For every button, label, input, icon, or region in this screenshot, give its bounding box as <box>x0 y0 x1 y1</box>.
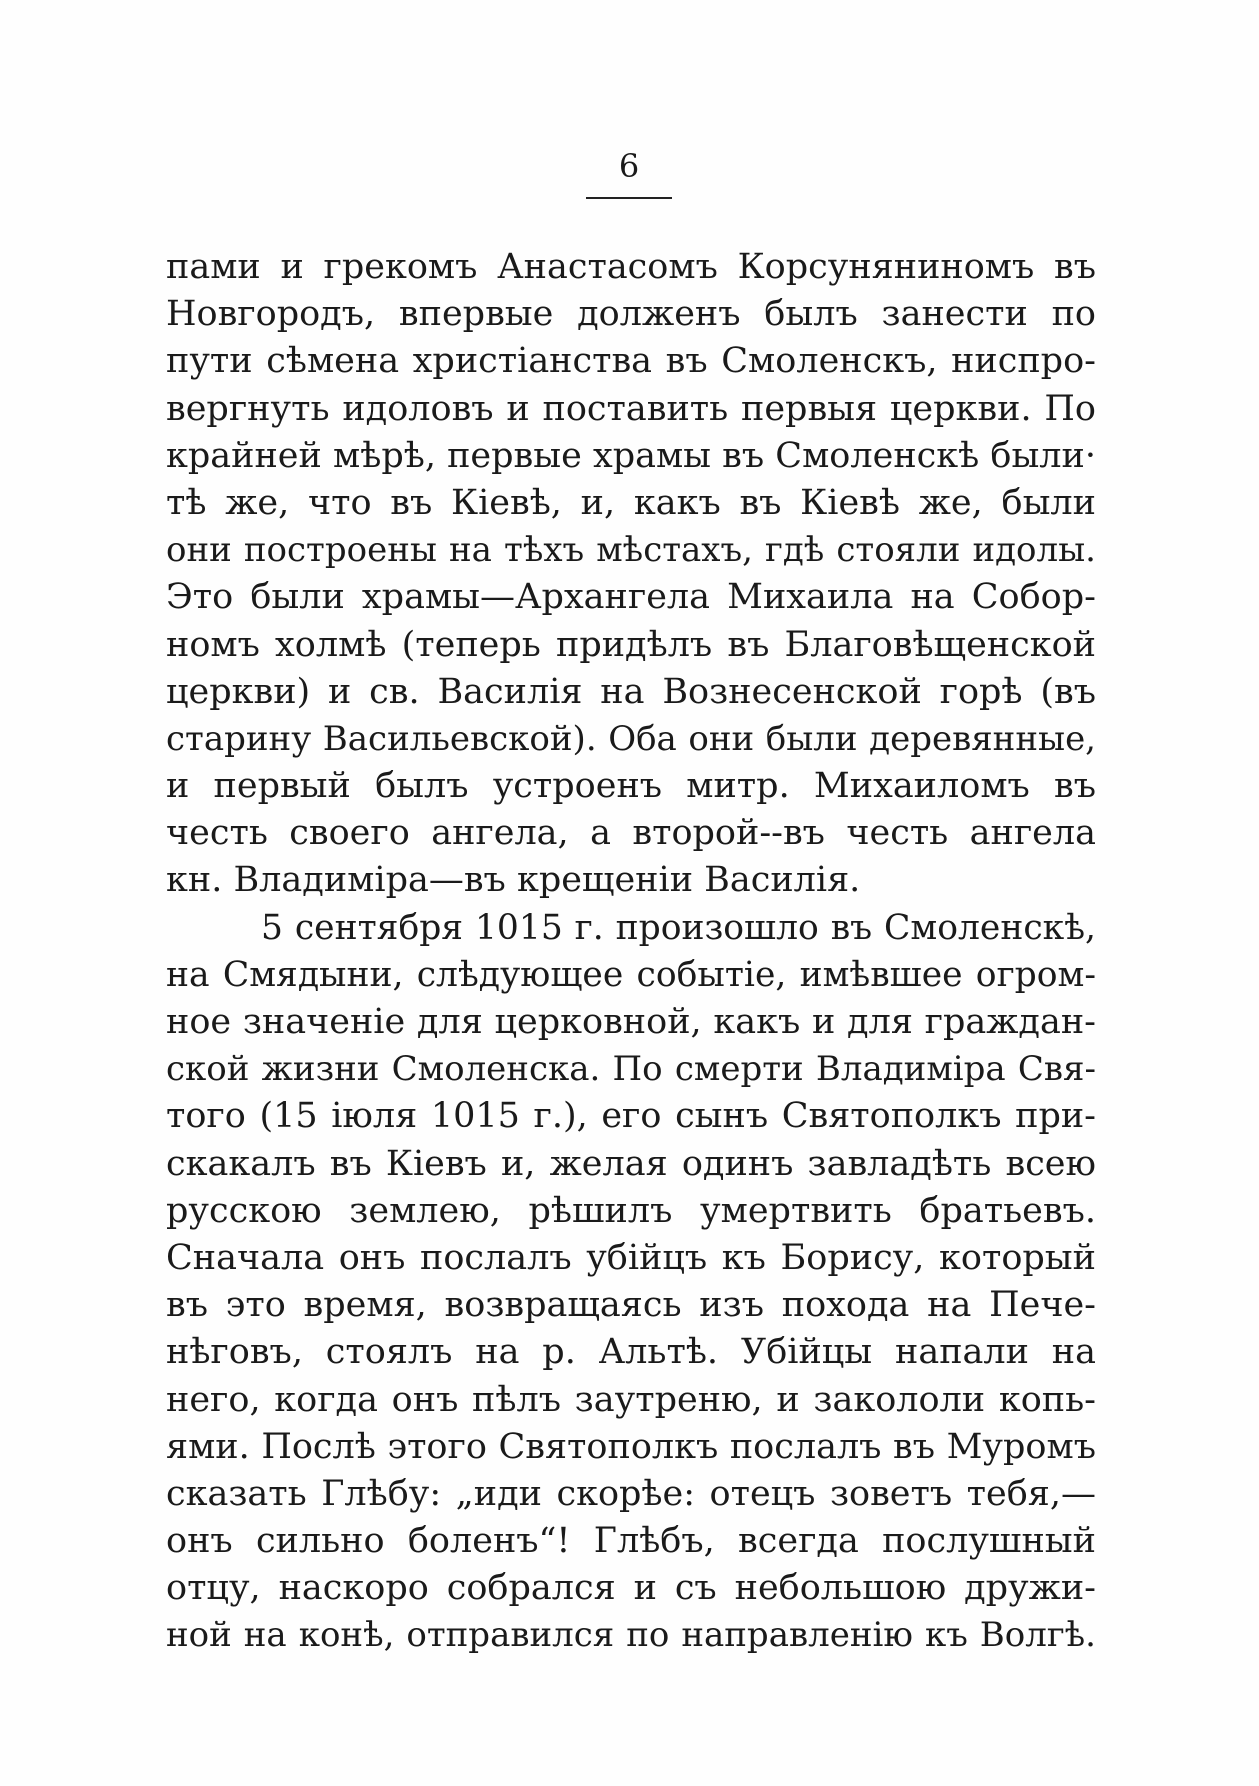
body-text <box>166 244 1096 1660</box>
text-line: въ это время, возвращаясь изъ похода на Пече- <box>166 1285 1096 1326</box>
text-line: Это были храмы—Архангела Михаила на Собор- <box>166 577 1096 618</box>
paragraph-2 <box>166 905 1096 1660</box>
text-line: сказать Глѣбу: „иди скорѣе: отецъ зоветъ тебя,— <box>166 1473 1096 1514</box>
text-line: старину Васильевской). Оба они были деревянные, <box>166 718 1096 759</box>
text-line: ской жизни Смоленска. По смерти Владиміра Свя- <box>166 1049 1096 1090</box>
text-line: скакалъ въ Кіевъ и, желая одинъ завладѣть всею <box>166 1143 1096 1184</box>
text-line: нѣговъ, стоялъ на р. Альтѣ. Убійцы напали на <box>166 1332 1096 1373</box>
text-line: Новгородъ, впервые долженъ былъ занести по <box>166 294 1096 335</box>
text-line: тѣ же, что въ Кіевѣ, и, какъ въ Кіевѣ же, были <box>166 482 1096 523</box>
text-line: ное значеніе для церковной, какъ и для граждан- <box>166 1002 1096 1042</box>
text-line: Сначала онъ послалъ убійцъ къ Борису, который <box>166 1237 1096 1278</box>
text-line: ной на конѣ, отправился по направленію къ Волгѣ. <box>166 1615 1096 1656</box>
text-line: номъ холмѣ (теперь придѣлъ въ Благовѣщенской <box>166 624 1096 665</box>
page-number-rule <box>586 197 672 199</box>
text-line: 5 сентября 1015 г. произошло въ Смоленскѣ, <box>261 907 1096 948</box>
text-line: русскою землею, рѣшилъ умертвить братьевъ. <box>166 1190 1096 1231</box>
text-line: того (15 іюля 1015 г.), его сынъ Святополкъ при- <box>166 1096 1096 1137</box>
text-line: на Смядыни, слѣдующее событіе, имѣвшее огром- <box>166 954 1096 995</box>
page-number: 6 <box>618 147 641 185</box>
text-line: и первый былъ устроенъ митр. Михаиломъ въ <box>166 766 1096 807</box>
text-line: ями. Послѣ этого Святополкъ послалъ въ Муромъ <box>166 1426 1096 1467</box>
text-line: они построены на тѣхъ мѣстахъ, гдѣ стояли идолы. <box>166 530 1096 571</box>
text-line: пами и грекомъ Анастасомъ Корсуняниномъ въ <box>166 247 1096 287</box>
paragraph-1 <box>166 244 1096 905</box>
text-line: него, когда онъ пѣлъ заутреню, и закололи копь- <box>166 1379 1096 1420</box>
text-line: отцу, наскоро собрался и съ небольшою дружи- <box>166 1568 1096 1609</box>
text-line: вергнуть идоловъ и поставить первыя церкви. По <box>166 388 1096 429</box>
text-line: крайней мѣрѣ, первые храмы въ Смоленскѣ были· <box>166 435 1096 476</box>
text-line: церкви) и св. Василія на Вознесенской горѣ (въ <box>166 671 1096 712</box>
text-line: кн. Владиміра—въ крещеніи Василія. <box>166 860 861 901</box>
text-line: честь своего ангела, а второй--въ честь ангела <box>166 813 1096 854</box>
text-line: онъ сильно боленъ“! Глѣбъ, всегда послушный <box>166 1521 1096 1562</box>
text-line: пути сѣмена христіанства въ Смоленскъ, ниспро- <box>166 341 1096 382</box>
